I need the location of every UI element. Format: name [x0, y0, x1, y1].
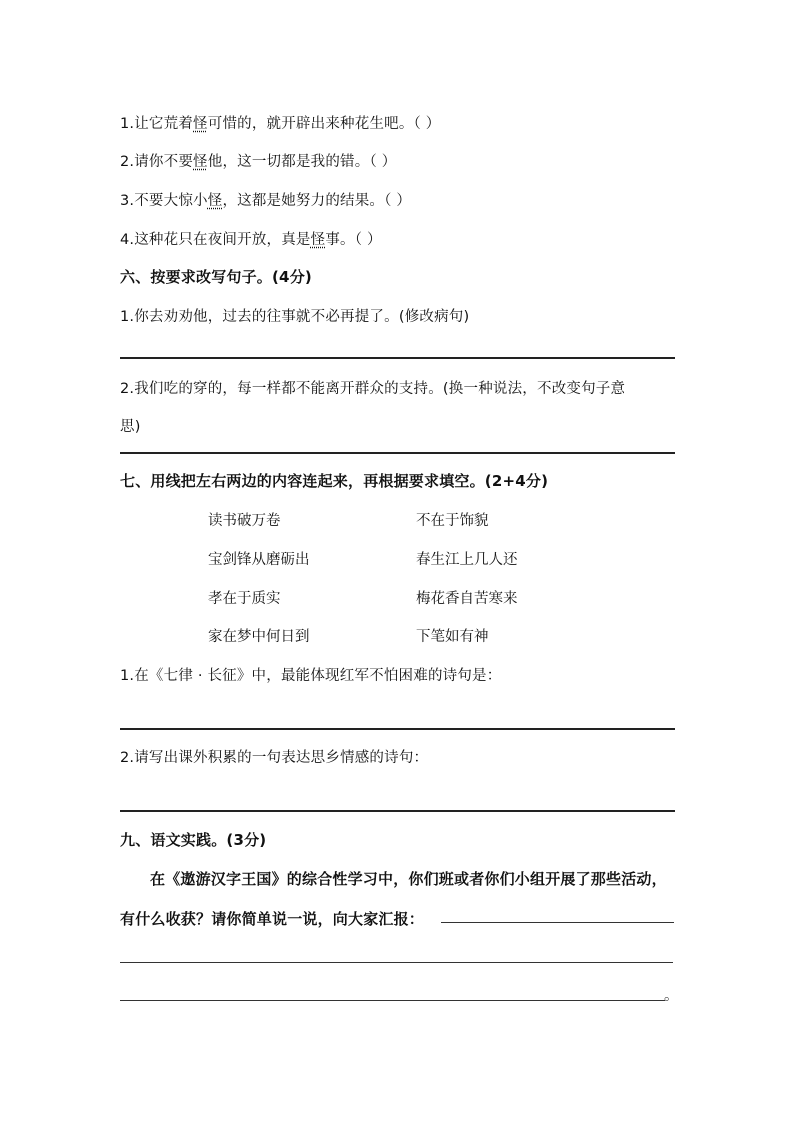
answer-line-9-2[interactable] — [120, 962, 673, 963]
q5-item-2-tail: 他，这一切都是我的错。（ ） — [207, 154, 397, 170]
q5-item-2-mark: 怪 — [193, 154, 208, 170]
q5-item-4-tail: 事。（ ） — [325, 232, 382, 248]
section9-para-line2: 有什么收获？请你简单说一说，向大家汇报： — [120, 910, 425, 928]
q5-item-1 — [120, 112, 441, 133]
match-left-3[interactable]: 孝在于质实 — [208, 591, 281, 607]
q5-item-3 — [120, 189, 411, 210]
end-period: 。 — [664, 988, 679, 1004]
match-left-4[interactable]: 家在梦中何日到 — [208, 629, 310, 645]
q5-item-3-mark: 怪 — [207, 193, 223, 209]
section9-heading: 九、语文实践。(3分) — [120, 831, 267, 849]
answer-line-7-2[interactable] — [120, 810, 675, 812]
match-left-2[interactable]: 宝剑锋从磨砺出 — [208, 552, 310, 568]
q5-item-1-mark: 怪 — [193, 116, 208, 132]
q5-item-3-tail: ，这都是她努力的结果。（ ） — [222, 193, 412, 209]
q5-item-4-mark: 怪 — [310, 232, 326, 248]
q5-item-3-text: 3.不要大惊小 — [120, 193, 208, 209]
q5-item-1-text: 1.让它荒着 — [120, 116, 194, 132]
section7-q2: 2.请写出课外积累的一句表达思乡情感的诗句： — [120, 750, 429, 766]
q5-item-2 — [120, 150, 396, 171]
match-left-1[interactable]: 读书破万卷 — [208, 513, 281, 529]
section6-q2-line2: 思) — [120, 419, 141, 435]
answer-line-6-2[interactable] — [120, 452, 675, 454]
section6-q2-line1: 2.我们吃的穿的，每一样都不能离开群众的支持。(换一种说法，不改变句子意 — [120, 381, 626, 397]
match-right-2[interactable]: 春生江上几人还 — [416, 552, 518, 568]
q5-item-2-text: 2.请你不要 — [120, 154, 194, 170]
q5-item-4-text: 4.这种花只在夜间开放，真是 — [120, 232, 311, 248]
section6-q1: 1.你去劝劝他，过去的往事就不必再提了。(修改病句) — [120, 309, 470, 325]
answer-line-7-1[interactable] — [120, 728, 675, 730]
answer-line-9-1[interactable] — [441, 922, 674, 923]
match-right-3[interactable]: 梅花香自苦寒来 — [416, 591, 518, 607]
section6-heading: 六、按要求改写句子。(4分) — [120, 268, 312, 286]
answer-line-9-3[interactable] — [120, 1000, 665, 1001]
q5-item-4 — [120, 228, 382, 249]
section9-para-line1: 在《遨游汉字王国》的综合性学习中，你们班或者你们小组开展了那些活动， — [150, 870, 667, 888]
answer-line-6-1[interactable] — [120, 357, 675, 359]
q5-item-1-tail: 可惜的，就开辟出来种花生吧。（ ） — [207, 116, 441, 132]
section7-heading: 七、用线把左右两边的内容连起来，再根据要求填空。(2+4分) — [120, 472, 549, 490]
match-right-4[interactable]: 下笔如有神 — [416, 629, 489, 645]
section7-q1: 1.在《七律 · 长征》中，最能体现红军不怕困难的诗句是： — [120, 668, 502, 684]
match-right-1[interactable]: 不在于饰貌 — [416, 513, 489, 529]
